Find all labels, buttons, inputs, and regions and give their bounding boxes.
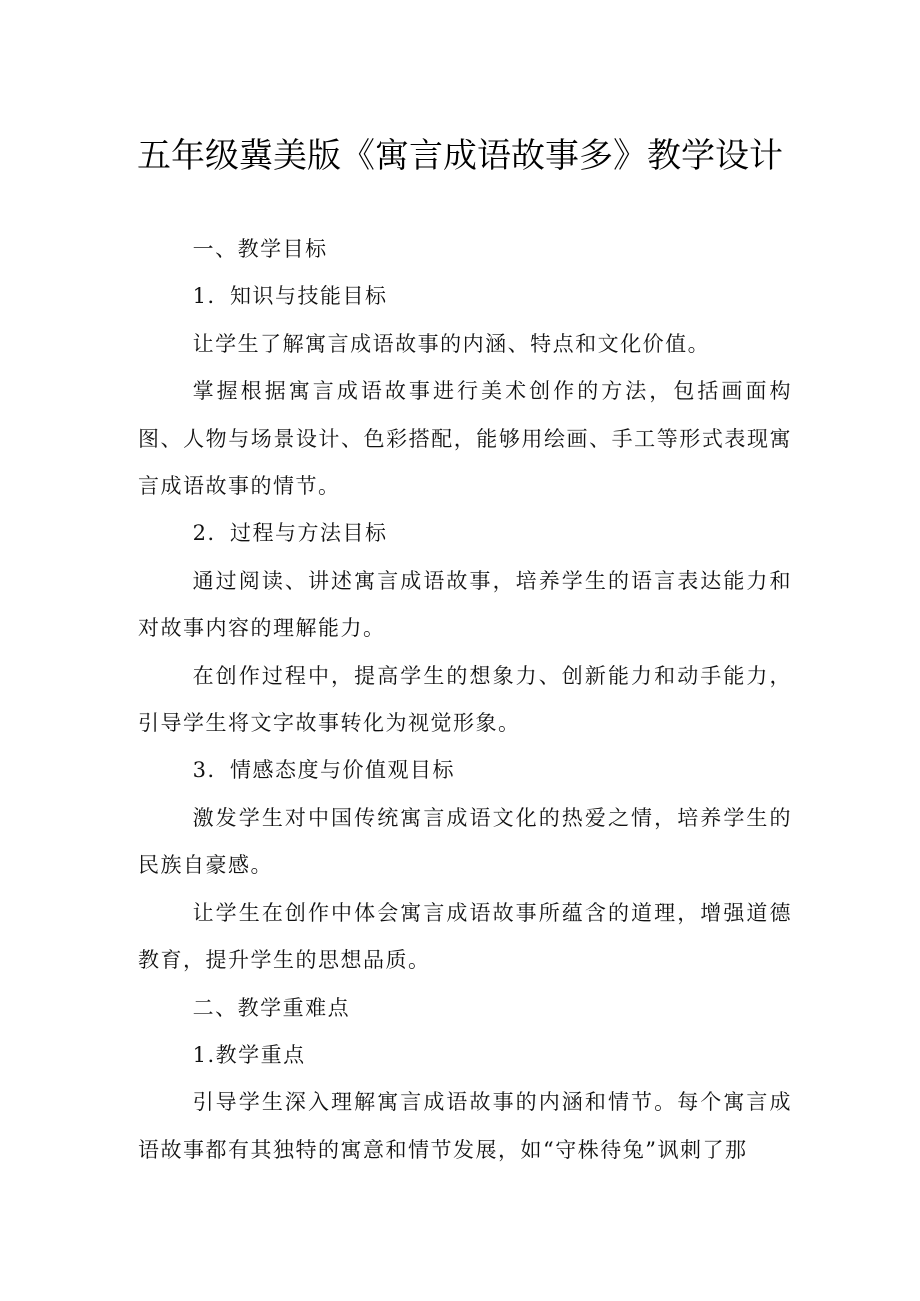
subsection-heading: 3．情感态度与价值观目标 [192,758,455,783]
paragraph: 在创作过程中，提高学生的想象力、创新能力和动手能力，引导学生将文字故事转化为视觉形象。 [138,663,792,736]
paragraph: 让学生在创作中体会寓言成语故事所蕴含的道理，增强道德教育，提升学生的思想品质。 [138,900,792,973]
paragraph: 引导学生深入理解寓言成语故事的内涵和情节。每个寓言成语故事都有其独特的寓意和情节发展，如“守株待兔”讽刺了那 [138,1090,792,1162]
section-heading: 一、教学目标 [192,237,328,261]
subsection-heading: 2．过程与方法目标 [192,521,388,546]
paragraph: 通过阅读、讲述寓言成语故事，培养学生的语言表达能力和对故事内容的理解能力。 [138,568,792,641]
subsection-heading: 1．知识与技能目标 [192,284,388,309]
document-title: 五年级冀美版《寓言成语故事多》教学设计 [137,136,783,176]
paragraph: 掌握根据寓言成语故事进行美术创作的方法，包括画面构图、人物与场景设计、色彩搭配，能够用绘画、手工等形式表现寓言成语故事的情节。 [138,379,792,499]
subsection-heading: 1.教学重点 [192,1042,306,1067]
document-body [138,226,792,1174]
section-heading: 二、教学重难点 [192,995,351,1020]
paragraph: 让学生了解寓言成语故事的内涵、特点和文化价值。 [192,331,711,356]
paragraph: 激发学生对中国传统寓言成语文化的热爱之情，培养学生的民族自豪感。 [138,805,792,878]
